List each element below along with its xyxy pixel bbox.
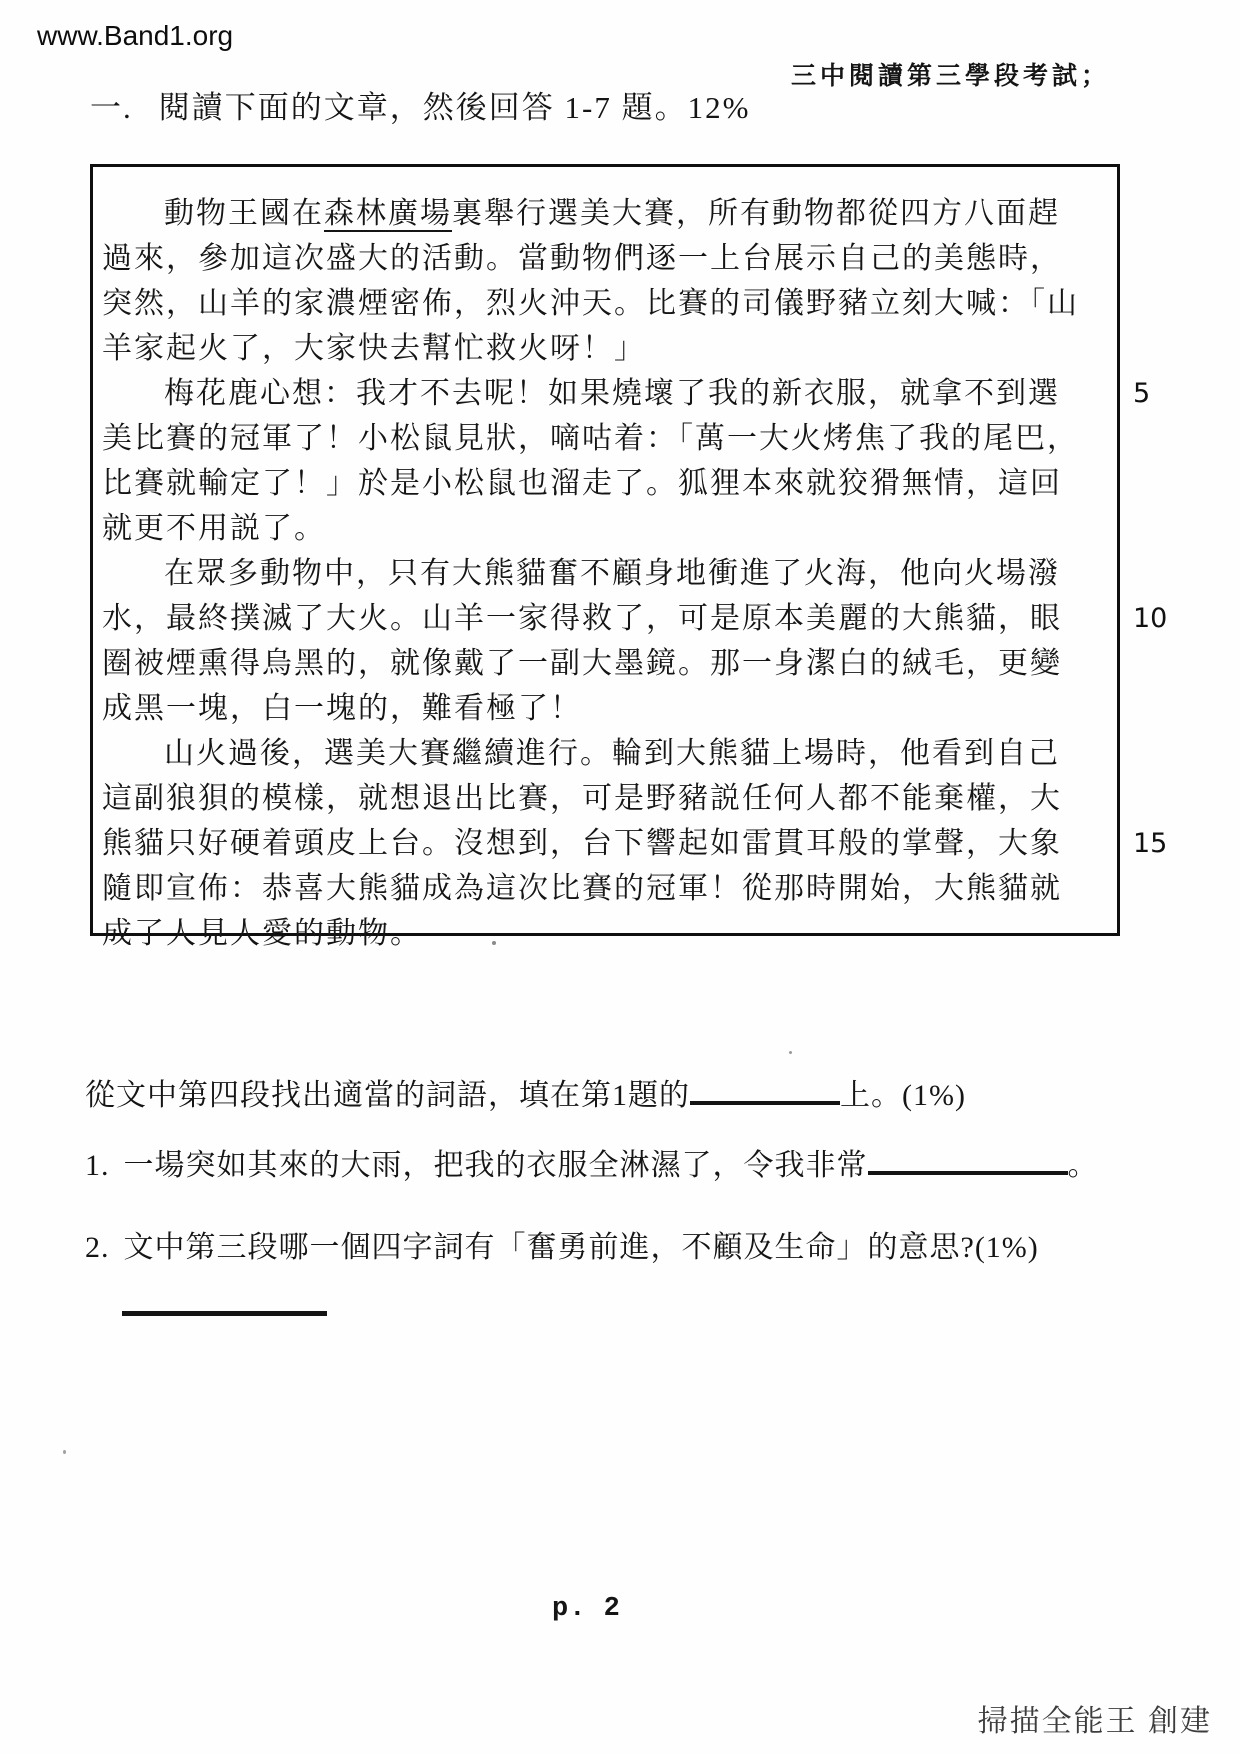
passage-line: 這副狼狽的模樣，就想退出比賽，可是野豬説任何人都不能棄權，大 (102, 782, 1062, 815)
passage-line: 在眾多動物中，只有大熊貓奮不顧身地衝進了火海，他向火場潑 (164, 557, 1060, 590)
answer-blank (690, 1071, 840, 1105)
question-text: 一場突如其來的大雨，把我的衣服全淋濕了，令我非常 (123, 1149, 868, 1182)
passage-line: 隨即宣佈：恭喜大熊貓成為這次比賽的冠軍！從那時開始，大熊貓就 (102, 872, 1062, 905)
answer-blank (122, 1299, 327, 1316)
scanner-credit: 掃描全能王 創建 (977, 1705, 1212, 1738)
page-number: p. 2 (552, 1594, 621, 1624)
question-1 (85, 1140, 1099, 1184)
passage-text: 裏舉行選美大賽，所有動物都從四方八面趕 (452, 197, 1060, 230)
passage-text: 熊貓只好硬着頭皮上台。沒想到，台下響起如雷貫耳般的掌聲，大象 (102, 827, 1062, 860)
passage-line: 美比賽的冠軍了！小松鼠見狀，嘀咕着：「萬一大火烤焦了我的尾巴， (102, 422, 1079, 455)
passage-text: 水，最終撲滅了大火。山羊一家得救了，可是原本美麗的大熊貓，眼 (102, 602, 1062, 635)
scan-speck (789, 1051, 792, 1054)
question-1-instruction (85, 1070, 966, 1114)
exam-header: 三中閱讀第三學段考試； (790, 63, 1110, 90)
passage-line: 過來，參加這次盛大的活動。當動物們逐一上台展示自己的美態時， (102, 242, 1062, 275)
passage-line: 就更不用説了。 (102, 512, 326, 545)
passage-line: 羊家起火了，大家快去幫忙救火呀！」 (102, 332, 646, 365)
line-number-marker: 5 (1133, 378, 1151, 409)
question-2 (85, 1222, 1039, 1266)
line-number-marker: 10 (1133, 603, 1168, 634)
passage-text: 梅花鹿心想：我才不去呢！如果燒壞了我的新衣服，就拿不到選 (164, 377, 1060, 410)
question-text: 。 (1067, 1149, 1099, 1182)
question-number: 1. (85, 1149, 110, 1182)
scan-speck (63, 1450, 66, 1454)
question-text: 文中第三段哪一個四字詞有「奮勇前進，不顧及生命」的意思?(1%) (123, 1231, 1039, 1264)
passage-line (102, 371, 1151, 416)
site-watermark: www.Band1.org (37, 20, 234, 51)
passage-line: 成了人見人愛的動物。 (102, 917, 422, 950)
passage-line: 比賽就輸定了！」於是小松鼠也溜走了。狐狸本來就狡猾無情，這回 (102, 467, 1062, 500)
passage-line: 突然，山羊的家濃煙密佈，烈火沖天。比賽的司儀野豬立刻大喊：「山 (102, 287, 1079, 320)
section-number: 一. (90, 90, 133, 125)
underlined-place-name: 森林廣場 (324, 197, 452, 230)
instruction-text: 從文中第四段找出適當的詞語，填在第1題的 (85, 1079, 690, 1112)
section-heading (90, 82, 750, 127)
passage-line (102, 821, 1168, 866)
line-number-marker: 15 (1133, 828, 1168, 859)
passage-line (102, 596, 1168, 641)
instruction-text: 上。(1%) (840, 1079, 966, 1112)
reading-passage-box (90, 164, 1168, 950)
question-number: 2. (85, 1231, 110, 1264)
answer-blank (868, 1141, 1068, 1175)
passage-line: 山火過後，選美大賽繼續進行。輪到大熊貓上場時，他看到自己 (164, 737, 1060, 770)
scan-speck (492, 941, 496, 945)
passage-line: 成黑一塊，白一塊的，難看極了！ (102, 692, 582, 725)
passage-text: 動物王國在 (164, 197, 324, 230)
passage-line (102, 191, 1111, 236)
passage-line: 圈被煙熏得烏黑的，就像戴了一副大墨鏡。那一身潔白的絨毛，更變 (102, 647, 1062, 680)
section-instruction: 閱讀下面的文章，然後回答 1-7 題。12% (158, 90, 751, 125)
